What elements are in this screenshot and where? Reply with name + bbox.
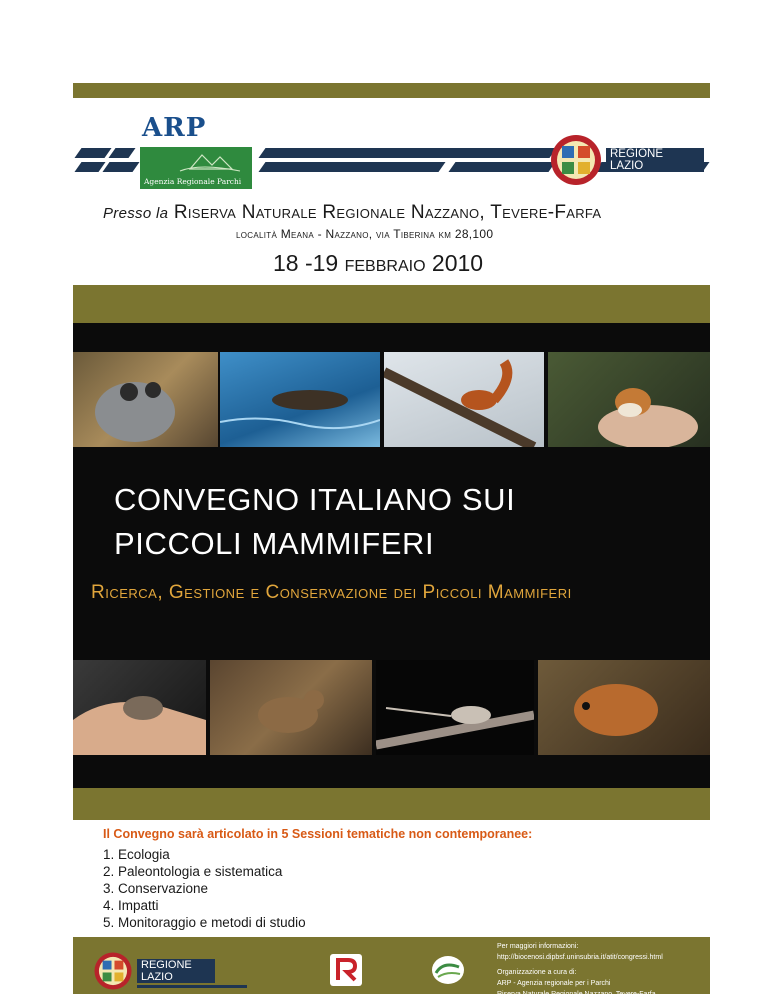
footer-region-line2: LAZIO: [141, 971, 173, 983]
photo-hand-dormouse: [548, 352, 710, 447]
footer-organization: [497, 967, 656, 1000]
lazio-crest-icon: [550, 133, 602, 187]
conference-subtitle: Ricerca, Gestione e Conservazione dei Piccoli Mammiferi: [91, 582, 572, 603]
arp-logo-title: ARP: [142, 113, 207, 143]
photo-beaver: [220, 352, 380, 447]
conference-title-line2: PICCOLI MAMMIFERI: [114, 526, 435, 561]
footer-org-line1: ARP - Agenzia regionale per i Parchi: [497, 980, 611, 987]
footer-region-line1: REGIONE: [141, 959, 192, 971]
photo-bank-vole: [538, 660, 710, 755]
photo-wood-mouse: [210, 660, 372, 755]
session-item: 1. Ecologia: [103, 847, 170, 862]
red-logo-icon: [329, 953, 363, 987]
footer-info-label: Per maggiori informazioni:: [497, 943, 579, 950]
middle-olive-band: [73, 285, 710, 323]
footer-info: [497, 941, 663, 963]
event-dates: 18 -19 febbraio 2010: [273, 250, 484, 276]
sessions-intro: Il Convegno sarà articolato in 5 Sessioni tematiche non contemporanee:: [103, 827, 533, 841]
photo-mouse-branch: [376, 660, 534, 755]
session-item: 5. Monitoraggio e metodi di studio: [103, 915, 306, 930]
lower-olive-band: [73, 788, 710, 820]
region-name: [606, 148, 704, 172]
conference-title: [114, 478, 515, 566]
footer-info-url[interactable]: http://biocenosi.dipbsf.uninsubria.it/atit/congressi.html: [497, 954, 663, 961]
photo-hand-shrew: [73, 660, 206, 755]
session-item: 4. Impatti: [103, 898, 159, 913]
footer-stripe: [137, 985, 247, 988]
top-olive-bar: [73, 83, 710, 98]
footer-bar: [73, 937, 710, 998]
session-item: 2. Paleontologia e sistematica: [103, 864, 283, 879]
arp-logo-subtitle: Agenzia Regionale Parchi: [144, 177, 242, 186]
region-name-line1: REGIONE: [610, 148, 664, 160]
arp-logo: [140, 113, 252, 187]
lazio-crest-small-icon: [93, 951, 133, 991]
green-emblem-icon: [431, 955, 465, 985]
venue-line: [103, 202, 601, 224]
venue-prefix: Presso la: [103, 205, 169, 222]
venue-name: Riserva Naturale Regionale Nazzano, Tevere-Farfa: [173, 202, 602, 223]
photo-dormouse: [73, 352, 218, 447]
photo-squirrel: [384, 352, 544, 447]
conference-title-line1: CONVEGNO ITALIANO SUI: [114, 482, 516, 517]
region-name-line2: LAZIO: [610, 160, 644, 172]
footer-region-name: [137, 959, 215, 983]
address: località Meana - Nazzano, via Tiberina km 28,100: [236, 227, 494, 241]
sessions-list: [103, 846, 306, 931]
landscape-icon: [140, 147, 252, 177]
session-item: 3. Conservazione: [103, 881, 209, 896]
footer-org-label: Organizzazione a cura di:: [497, 969, 577, 976]
arp-logo-box: [140, 147, 252, 189]
footer-org-line2: Riserva Naturale Regionale Nazzano, Tevere-Farfa: [497, 991, 656, 998]
